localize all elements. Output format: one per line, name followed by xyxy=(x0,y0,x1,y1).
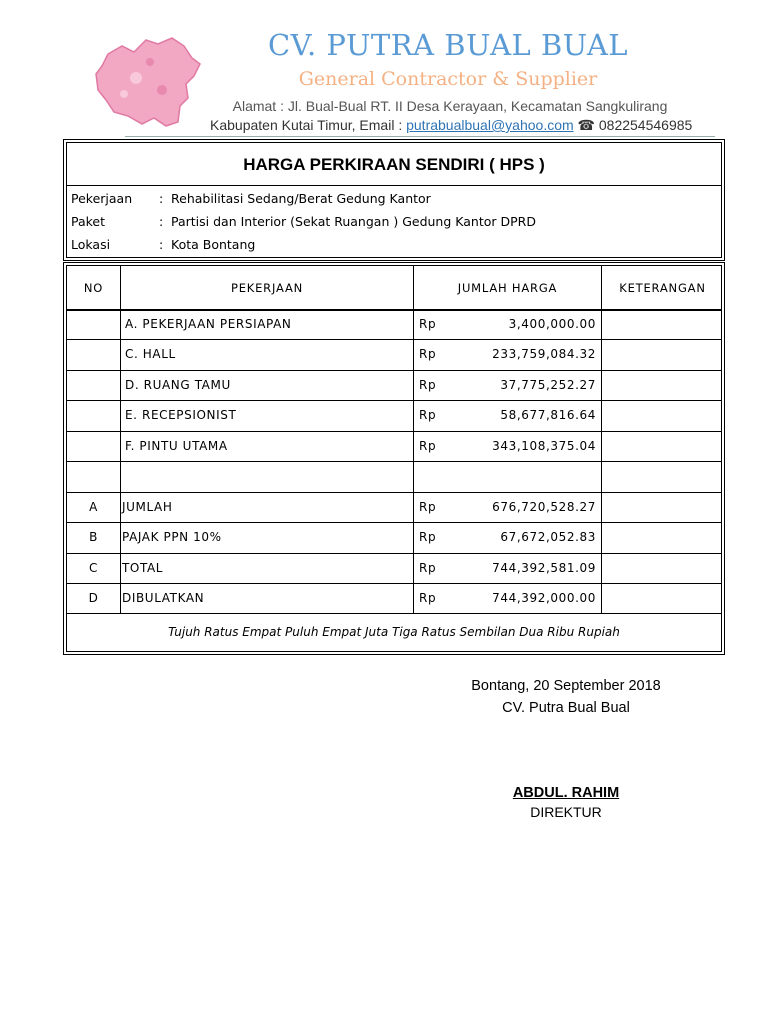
currency-cell: Rp xyxy=(419,347,437,361)
no-cell: D xyxy=(88,591,99,605)
currency-cell: Rp xyxy=(419,561,437,575)
amount-cell: 58,677,816.64 xyxy=(500,408,596,422)
info-label: Lokasi xyxy=(71,237,111,252)
pekerjaan-cell: E. RECEPSIONIST xyxy=(125,408,237,422)
info-label: Paket xyxy=(71,214,106,229)
amount-cell: 37,775,252.27 xyxy=(500,378,596,392)
terbilang-text: Tujuh Ratus Empat Puluh Empat Juta Tiga Ratus Sembilan Dua Ribu Rupiah xyxy=(168,625,620,639)
info-separator: : xyxy=(159,237,164,252)
pekerjaan-cell: DIBULATKAN xyxy=(122,591,205,605)
no-cell: B xyxy=(89,530,98,544)
info-value: Rehabilitasi Sedang/Berat Gedung Kantor xyxy=(171,191,431,206)
company-contact xyxy=(210,117,693,134)
pekerjaan-cell: C. HALL xyxy=(125,347,176,361)
info-row-pekerjaan xyxy=(71,191,431,206)
header-no: NO xyxy=(83,281,104,295)
row-divider xyxy=(67,339,721,340)
no-cell: A xyxy=(89,500,98,514)
info-value: Partisi dan Interior (Sekat Ruangan ) Gedung Kantor DPRD xyxy=(171,214,536,229)
header-jumlah-harga: JUMLAH HARGA xyxy=(457,281,558,295)
no-cell: C xyxy=(89,561,98,575)
header-pekerjaan: PEKERJAAN xyxy=(230,281,304,295)
info-separator: : xyxy=(159,214,164,229)
pekerjaan-cell: TOTAL xyxy=(122,561,164,575)
row-divider xyxy=(67,431,721,432)
currency-cell: Rp xyxy=(419,408,437,422)
row-divider xyxy=(67,522,721,523)
header-keterangan: KETERANGAN xyxy=(619,281,706,295)
amount-cell: 67,672,052.83 xyxy=(500,530,596,544)
company-address: Alamat : Jl. Bual-Bual RT. II Desa Kerayaan, Kecamatan Sangkulirang xyxy=(232,98,668,114)
pekerjaan-cell: A. PEKERJAAN PERSIAPAN xyxy=(125,317,292,331)
amount-cell: 233,759,084.32 xyxy=(492,347,596,361)
company-tagline: General Contractor & Supplier xyxy=(298,68,598,90)
currency-cell: Rp xyxy=(419,378,437,392)
info-row-paket xyxy=(71,214,536,229)
column-divider xyxy=(413,266,414,614)
amount-cell: 744,392,581.09 xyxy=(492,561,596,575)
row-divider xyxy=(67,492,721,493)
info-row-lokasi xyxy=(71,237,255,252)
info-label: Pekerjaan xyxy=(71,191,133,206)
hps-info-box xyxy=(66,142,722,258)
row-divider xyxy=(67,370,721,371)
pekerjaan-cell: PAJAK PPN 10% xyxy=(122,530,222,544)
currency-cell: Rp xyxy=(419,439,437,453)
contact-prefix: Kabupaten Kutai Timur, Email : xyxy=(210,117,407,133)
signature-place-date: Bontang, 20 September 2018 xyxy=(471,678,661,694)
signatory-name: ABDUL. RAHIM xyxy=(512,785,620,801)
row-divider xyxy=(67,400,721,401)
row-divider xyxy=(67,583,721,584)
pekerjaan-cell: D. RUANG TAMU xyxy=(125,378,231,392)
company-name: CV. PUTRA BUAL BUAL xyxy=(267,28,629,62)
phone-number: ☎ 082254546985 xyxy=(577,117,693,133)
currency-cell: Rp xyxy=(419,500,437,514)
amount-cell: 343,108,375.04 xyxy=(492,439,596,453)
currency-cell: Rp xyxy=(419,530,437,544)
cost-table xyxy=(66,265,722,652)
kalimantan-map-logo-icon xyxy=(88,32,206,132)
hps-title: HARGA PERKIRAAN SENDIRI ( HPS ) xyxy=(67,143,721,186)
row-divider xyxy=(67,553,721,554)
signature-company: CV. Putra Bual Bual xyxy=(502,700,630,716)
amount-cell: 744,392,000.00 xyxy=(492,591,596,605)
amount-cell: 3,400,000.00 xyxy=(508,317,596,331)
email-link[interactable]: putrabualbual@yahoo.com xyxy=(406,117,574,133)
header-divider xyxy=(125,136,715,137)
pekerjaan-cell: JUMLAH xyxy=(122,500,173,514)
signatory-role: DIREKTUR xyxy=(530,804,602,820)
currency-cell: Rp xyxy=(419,591,437,605)
info-value: Kota Bontang xyxy=(171,237,256,252)
row-divider xyxy=(67,461,721,462)
column-divider xyxy=(601,266,602,614)
amount-cell: 676,720,528.27 xyxy=(492,500,596,514)
column-divider xyxy=(120,266,121,614)
currency-cell: Rp xyxy=(419,317,437,331)
info-separator: : xyxy=(159,191,164,206)
pekerjaan-cell: F. PINTU UTAMA xyxy=(125,439,228,453)
